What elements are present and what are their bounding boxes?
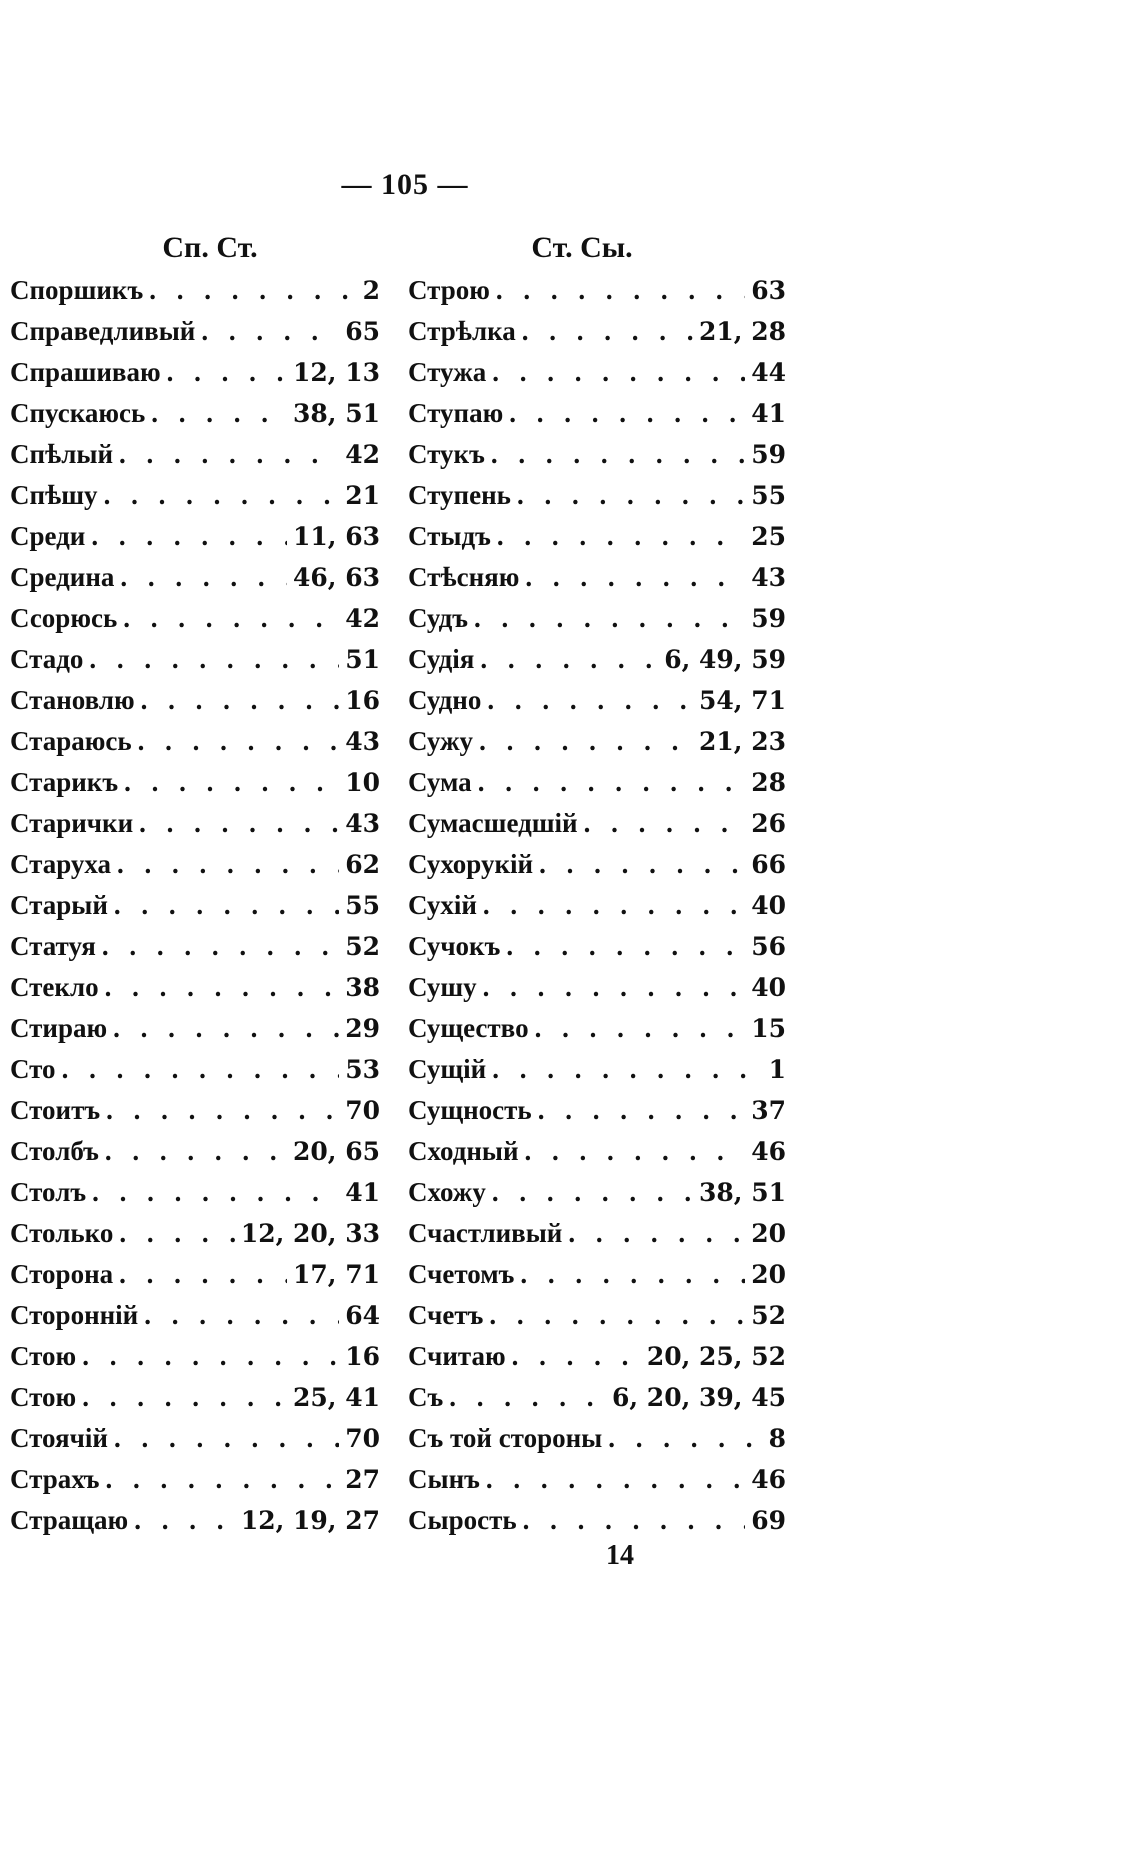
- entry-word: Столбъ: [10, 1136, 99, 1166]
- right-entry-list: [408, 270, 786, 1541]
- index-entry: [408, 516, 786, 557]
- entry-word: Ссорюсь: [10, 603, 118, 633]
- entry-page-refs: 38: [345, 973, 380, 1002]
- entry-page-refs: 51: [345, 645, 380, 674]
- entry-page-refs: 26: [751, 809, 786, 838]
- index-entry: [10, 926, 380, 967]
- entry-page-refs: 6, 49, 59: [664, 645, 786, 674]
- index-entry: [408, 844, 786, 885]
- entry-page-refs: 8: [768, 1424, 786, 1453]
- entry-word: Стыдъ: [408, 521, 491, 551]
- entry-word: Счастливый: [408, 1218, 563, 1248]
- entry-word: Стращаю: [10, 1505, 129, 1535]
- entry-page-refs: 21: [345, 481, 380, 510]
- entry-page-refs: 20: [751, 1219, 786, 1248]
- dot-leader: [117, 844, 339, 885]
- entry-page-refs: 28: [751, 768, 786, 797]
- dot-leader: [82, 1377, 287, 1418]
- dot-leader: [89, 639, 339, 680]
- dot-leader: [497, 516, 745, 557]
- index-entry: [10, 1418, 380, 1459]
- entry-word: Съ той стороны: [408, 1423, 603, 1453]
- dot-leader: [113, 1008, 339, 1049]
- entry-page-refs: 42: [345, 440, 380, 469]
- entry-word: Стадо: [10, 644, 84, 674]
- index-entry: [10, 844, 380, 885]
- entry-word: Сушу: [408, 972, 477, 1002]
- dot-leader: [496, 270, 745, 311]
- entry-word: Справедливый: [10, 316, 196, 346]
- index-entry: [408, 393, 786, 434]
- dot-leader: [114, 885, 339, 926]
- index-entry: [10, 1131, 380, 1172]
- entry-word: Сторона: [10, 1259, 114, 1289]
- entry-page-refs: 12, 13: [293, 358, 380, 387]
- entry-page-refs: 12, 20, 33: [240, 1219, 380, 1248]
- index-entry: [10, 352, 380, 393]
- index-entry: [10, 680, 380, 721]
- index-entry: [408, 926, 786, 967]
- dot-leader: [512, 1336, 641, 1377]
- index-entry: [10, 1377, 380, 1418]
- entry-word: Спускаюсь: [10, 398, 146, 428]
- dot-leader: [139, 803, 339, 844]
- dot-leader: [492, 352, 745, 393]
- index-entry: [10, 1008, 380, 1049]
- entry-word: Старый: [10, 890, 108, 920]
- index-entry: [408, 1459, 786, 1500]
- dot-leader: [478, 762, 746, 803]
- entry-word: Стѣсняю: [408, 562, 520, 592]
- dot-leader: [483, 967, 746, 1008]
- entry-word: Сходный: [408, 1136, 519, 1166]
- dot-leader: [138, 721, 340, 762]
- entry-page-refs: 43: [345, 727, 380, 756]
- entry-word: Судъ: [408, 603, 469, 633]
- index-entry: [408, 1377, 786, 1418]
- dot-leader: [92, 1172, 339, 1213]
- entry-word: Старички: [10, 808, 134, 838]
- index-entry: [408, 598, 786, 639]
- entry-page-refs: 17, 71: [293, 1260, 380, 1289]
- entry-page-refs: 65: [345, 317, 380, 346]
- left-entry-list: [10, 270, 380, 1541]
- entry-page-refs: 38, 51: [699, 1178, 786, 1207]
- entry-page-refs: 42: [345, 604, 380, 633]
- entry-page-refs: 43: [345, 809, 380, 838]
- entry-page-refs: 11, 63: [293, 522, 380, 551]
- entry-word: Старуха: [10, 849, 112, 879]
- dot-leader: [114, 1418, 339, 1459]
- dot-leader: [506, 926, 745, 967]
- dot-leader: [535, 1008, 746, 1049]
- entry-word: Сто: [10, 1054, 56, 1084]
- index-entry: [10, 1295, 380, 1336]
- entry-page-refs: 27: [345, 1465, 380, 1494]
- left-column-header: Сп. Ст.: [162, 231, 258, 264]
- entry-page-refs: 54, 71: [699, 686, 786, 715]
- entry-page-refs: 63: [751, 276, 786, 305]
- dot-leader: [106, 1090, 339, 1131]
- index-entry: [10, 885, 380, 926]
- index-entry: [408, 1295, 786, 1336]
- entry-word: Сухій: [408, 890, 477, 920]
- dot-leader: [492, 1172, 693, 1213]
- dot-leader: [151, 393, 287, 434]
- index-entry: [408, 680, 786, 721]
- entry-page-refs: 1: [768, 1055, 786, 1084]
- entry-word: Спѣшу: [10, 480, 98, 510]
- dot-leader: [474, 598, 745, 639]
- dot-leader: [517, 475, 745, 516]
- entry-page-refs: 29: [345, 1014, 380, 1043]
- entry-page-refs: 12, 19, 27: [240, 1506, 380, 1535]
- entry-word: Стираю: [10, 1013, 108, 1043]
- index-entry: [10, 967, 380, 1008]
- dot-leader: [119, 434, 339, 475]
- entry-page-refs: 38, 51: [293, 399, 380, 428]
- dot-leader: [201, 311, 339, 352]
- index-entry: [408, 311, 786, 352]
- dot-leader: [134, 1500, 235, 1541]
- index-entry: [408, 1254, 786, 1295]
- entry-page-refs: 52: [345, 932, 380, 961]
- entry-word: Стою: [10, 1341, 77, 1371]
- entry-word: Счетомъ: [408, 1259, 515, 1289]
- index-entry: [408, 967, 786, 1008]
- index-entry: [408, 1131, 786, 1172]
- dot-leader: [584, 803, 746, 844]
- index-entry: [408, 1336, 786, 1377]
- index-entry: [408, 1500, 786, 1541]
- dot-leader: [539, 844, 745, 885]
- dot-leader: [449, 1377, 606, 1418]
- printer-signature-mark: 14: [606, 1540, 634, 1571]
- entry-page-refs: 21, 23: [699, 727, 786, 756]
- index-entry: [10, 475, 380, 516]
- dot-leader: [487, 680, 693, 721]
- entry-word: Столъ: [10, 1177, 87, 1207]
- dot-leader: [119, 1254, 287, 1295]
- entry-word: Съ: [408, 1382, 444, 1412]
- entry-page-refs: 46, 63: [293, 563, 380, 592]
- entry-word: Средина: [10, 562, 115, 592]
- entry-word: Сужу: [408, 726, 474, 756]
- index-entry: [10, 311, 380, 352]
- dot-leader: [608, 1418, 762, 1459]
- index-entry: [10, 270, 380, 311]
- index-entry: [10, 557, 380, 598]
- entry-word: Сума: [408, 767, 472, 797]
- entry-page-refs: 2: [362, 276, 380, 305]
- index-entry: [10, 393, 380, 434]
- dot-leader: [105, 967, 340, 1008]
- entry-page-refs: 40: [751, 891, 786, 920]
- right-column: [408, 226, 786, 1541]
- entry-word: Строю: [408, 275, 490, 305]
- entry-page-refs: 70: [345, 1096, 380, 1125]
- index-entry: [10, 1172, 380, 1213]
- entry-page-refs: 41: [345, 1178, 380, 1207]
- index-entry: [408, 557, 786, 598]
- dot-leader: [105, 1131, 287, 1172]
- entry-page-refs: 44: [751, 358, 786, 387]
- dot-leader: [62, 1049, 340, 1090]
- dot-leader: [149, 270, 356, 311]
- entry-page-refs: 20, 65: [293, 1137, 380, 1166]
- index-entry: [408, 1090, 786, 1131]
- entry-page-refs: 64: [345, 1301, 380, 1330]
- entry-word: Сущность: [408, 1095, 532, 1125]
- dot-leader: [119, 1213, 234, 1254]
- entry-word: Сырость: [408, 1505, 517, 1535]
- entry-word: Счетъ: [408, 1300, 484, 1330]
- dot-leader: [538, 1090, 746, 1131]
- entry-word: Сущій: [408, 1054, 487, 1084]
- index-entry: [408, 885, 786, 926]
- entry-word: Стою: [10, 1382, 77, 1412]
- index-entry: [10, 803, 380, 844]
- entry-page-refs: 52: [751, 1301, 786, 1330]
- index-entry: [408, 1172, 786, 1213]
- entry-page-refs: 16: [345, 1342, 380, 1371]
- index-entry: [408, 1418, 786, 1459]
- index-entry: [10, 1459, 380, 1500]
- entry-word: Считаю: [408, 1341, 506, 1371]
- entry-page-refs: 66: [751, 850, 786, 879]
- entry-word: Существо: [408, 1013, 529, 1043]
- index-entry: [408, 721, 786, 762]
- entry-word: Стукъ: [408, 439, 485, 469]
- dot-leader: [104, 475, 340, 516]
- entry-word: Судно: [408, 685, 482, 715]
- entry-word: Спѣлый: [10, 439, 114, 469]
- dot-leader: [91, 516, 287, 557]
- index-entry: [408, 270, 786, 311]
- index-entry: [408, 434, 786, 475]
- right-column-header: Ст. Сы.: [531, 231, 633, 264]
- entry-page-refs: 69: [751, 1506, 786, 1535]
- entry-page-refs: 46: [751, 1137, 786, 1166]
- index-entry: [10, 434, 380, 475]
- dot-leader: [568, 1213, 745, 1254]
- index-entry: [10, 1213, 380, 1254]
- entry-page-refs: 41: [751, 399, 786, 428]
- entry-word: Сторонній: [10, 1300, 139, 1330]
- dot-leader: [479, 721, 693, 762]
- entry-word: Споршикъ: [10, 275, 144, 305]
- entry-page-refs: 6, 20, 39, 45: [612, 1383, 786, 1412]
- entry-page-refs: 15: [751, 1014, 786, 1043]
- entry-page-refs: 70: [345, 1424, 380, 1453]
- dot-leader: [523, 1500, 746, 1541]
- entry-page-refs: 43: [751, 563, 786, 592]
- entry-page-refs: 62: [345, 850, 380, 879]
- entry-page-refs: 56: [751, 932, 786, 961]
- index-entry: [10, 762, 380, 803]
- index-entry: [408, 1008, 786, 1049]
- entry-word: Сучокъ: [408, 931, 501, 961]
- dot-leader: [141, 680, 340, 721]
- dot-leader: [525, 557, 745, 598]
- entry-page-refs: 59: [751, 440, 786, 469]
- index-entry: [10, 1254, 380, 1295]
- index-entry: [10, 516, 380, 557]
- dot-leader: [489, 1295, 745, 1336]
- dot-leader: [520, 1254, 745, 1295]
- index-entry: [408, 1213, 786, 1254]
- entry-page-refs: 59: [751, 604, 786, 633]
- entry-word: Стужа: [408, 357, 487, 387]
- entry-word: Сумасшедшій: [408, 808, 578, 838]
- entry-word: Стрѣлка: [408, 316, 516, 346]
- entry-page-refs: 55: [345, 891, 380, 920]
- index-entry: [10, 721, 380, 762]
- index-entry: [10, 1090, 380, 1131]
- index-entry: [408, 352, 786, 393]
- index-entry: [408, 1049, 786, 1090]
- entry-page-refs: 25, 41: [293, 1383, 380, 1412]
- entry-page-refs: 40: [751, 973, 786, 1002]
- index-entry: [408, 475, 786, 516]
- dot-leader: [480, 639, 658, 680]
- dot-leader: [492, 1049, 762, 1090]
- entry-word: Старикъ: [10, 767, 119, 797]
- entry-word: Среди: [10, 521, 86, 551]
- dot-leader: [483, 885, 745, 926]
- entry-word: Становлю: [10, 685, 135, 715]
- dot-leader: [491, 434, 745, 475]
- entry-word: Сынъ: [408, 1464, 480, 1494]
- dot-leader: [123, 598, 339, 639]
- index-entry: [10, 1049, 380, 1090]
- index-entry: [10, 1500, 380, 1541]
- entry-word: Ступаю: [408, 398, 504, 428]
- left-column: [10, 226, 380, 1541]
- entry-page-refs: 20, 25, 52: [646, 1342, 786, 1371]
- dot-leader: [82, 1336, 339, 1377]
- entry-page-refs: 53: [345, 1055, 380, 1084]
- dot-leader: [102, 926, 339, 967]
- entry-page-refs: 25: [751, 522, 786, 551]
- dot-leader: [167, 352, 287, 393]
- dot-leader: [525, 1131, 746, 1172]
- entry-word: Статуя: [10, 931, 96, 961]
- entry-page-refs: 37: [751, 1096, 786, 1125]
- entry-word: Стекло: [10, 972, 99, 1002]
- entry-page-refs: 21, 28: [699, 317, 786, 346]
- dot-leader: [144, 1295, 339, 1336]
- entry-word: Стоячій: [10, 1423, 108, 1453]
- dot-leader: [120, 557, 287, 598]
- index-entry: [408, 639, 786, 680]
- index-entry: [408, 803, 786, 844]
- entry-word: Ступень: [408, 480, 511, 510]
- entry-word: Схожу: [408, 1177, 486, 1207]
- entry-word: Судія: [408, 644, 475, 674]
- entry-word: Сухорукій: [408, 849, 534, 879]
- entry-word: Стараюсь: [10, 726, 132, 756]
- entry-page-refs: 55: [751, 481, 786, 510]
- entry-word: Столько: [10, 1218, 114, 1248]
- dot-leader: [105, 1459, 339, 1500]
- entry-page-refs: 16: [345, 686, 380, 715]
- entry-word: Спрашиваю: [10, 357, 161, 387]
- entry-page-refs: 20: [751, 1260, 786, 1289]
- dot-leader: [522, 311, 693, 352]
- dot-leader: [486, 1459, 745, 1500]
- index-entry: [10, 639, 380, 680]
- dot-leader: [509, 393, 745, 434]
- index-entry: [10, 598, 380, 639]
- entry-word: Стоитъ: [10, 1095, 101, 1125]
- index-entry: [408, 762, 786, 803]
- index-entry: [10, 1336, 380, 1377]
- dot-leader: [124, 762, 339, 803]
- entry-page-refs: 10: [345, 768, 380, 797]
- page-number: — 105 —: [341, 168, 469, 201]
- entry-word: Страхъ: [10, 1464, 100, 1494]
- entry-page-refs: 46: [751, 1465, 786, 1494]
